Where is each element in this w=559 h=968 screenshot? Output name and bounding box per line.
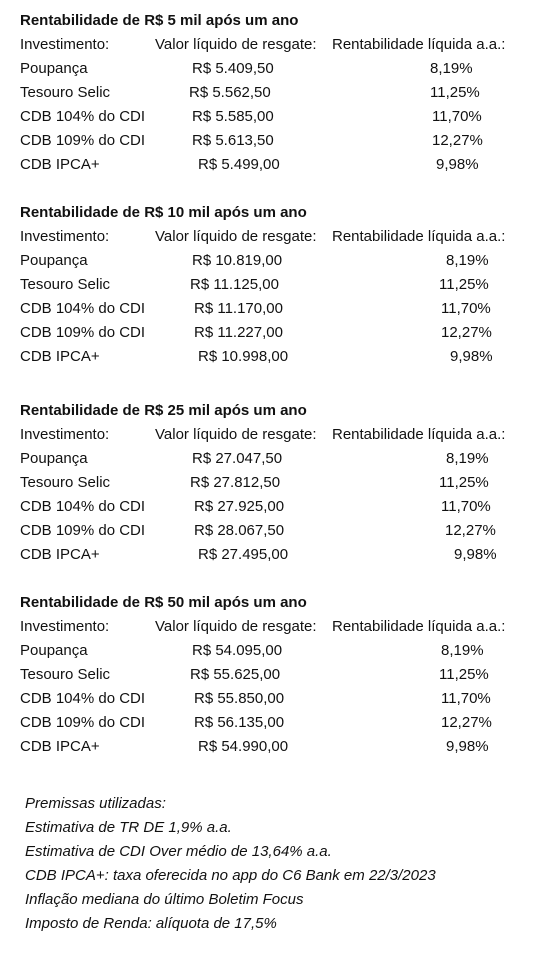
note-line: CDB IPCA+: taxa oferecida no app do C6 Bank em 22/3/2023 — [25, 867, 436, 884]
investment-name: Tesouro Selic — [20, 474, 111, 491]
investment-value: R$ 27.812,50 — [190, 474, 281, 491]
table-row — [20, 687, 540, 711]
investment-name: CDB IPCA+ — [20, 546, 100, 563]
investment-value: R$ 5.585,00 — [192, 108, 274, 125]
header-rentabilidade: Rentabilidade líquida a.a.: — [332, 228, 506, 245]
investment-value: R$ 27.925,00 — [194, 498, 285, 515]
section-title: Rentabilidade de R$ 5 mil após um ano — [20, 12, 299, 29]
table-header — [20, 423, 540, 447]
table-row — [20, 321, 540, 345]
investment-name: CDB 104% do CDI — [20, 498, 146, 515]
investment-rate: 11,25% — [439, 666, 489, 683]
note-line: Estimativa de TR DE 1,9% a.a. — [25, 819, 232, 836]
investment-value: R$ 55.850,00 — [194, 690, 285, 707]
table-row — [20, 81, 540, 105]
investment-name: CDB 104% do CDI — [20, 690, 146, 707]
header-valor: Valor líquido de resgate: — [155, 426, 317, 443]
investment-rate: 12,27% — [441, 714, 492, 731]
header-rentabilidade: Rentabilidade líquida a.a.: — [332, 426, 506, 443]
investment-name: CDB 109% do CDI — [20, 132, 146, 149]
table-row — [20, 249, 540, 273]
investment-rate: 11,70% — [441, 300, 491, 317]
investment-value: R$ 11.227,00 — [194, 324, 283, 341]
investment-name: CDB 104% do CDI — [20, 108, 146, 125]
table-header — [20, 33, 540, 57]
investment-name: Poupança — [20, 642, 88, 659]
table-row — [20, 105, 540, 129]
investment-name: Poupança — [20, 60, 88, 77]
premises-notes — [25, 792, 545, 936]
table-row — [20, 273, 540, 297]
investment-rate: 8,19% — [441, 642, 484, 659]
investment-value: R$ 10.819,00 — [192, 252, 283, 269]
section-5-mil — [20, 9, 540, 177]
header-valor: Valor líquido de resgate: — [155, 618, 317, 635]
investment-value: R$ 56.135,00 — [194, 714, 285, 731]
note-line: Inflação mediana do último Boletim Focus — [25, 891, 304, 908]
header-investimento: Investimento: — [20, 426, 110, 443]
investment-value: R$ 5.409,50 — [192, 60, 274, 77]
table-row — [20, 57, 540, 81]
header-valor: Valor líquido de resgate: — [155, 36, 317, 53]
investment-rate: 9,98% — [436, 156, 479, 173]
investment-name: CDB 109% do CDI — [20, 522, 146, 539]
table-row — [20, 639, 540, 663]
header-rentabilidade: Rentabilidade líquida a.a.: — [332, 36, 506, 53]
investment-rate: 11,70% — [441, 690, 491, 707]
section-10-mil — [20, 201, 540, 369]
table-row — [20, 297, 540, 321]
investment-value: R$ 5.562,50 — [189, 84, 271, 101]
investment-rate: 11,25% — [439, 276, 489, 293]
investment-value: R$ 54.095,00 — [192, 642, 283, 659]
investment-rate: 11,70% — [441, 498, 491, 515]
note-line: Imposto de Renda: alíquota de 17,5% — [25, 915, 277, 932]
investment-rate: 9,98% — [446, 738, 489, 755]
investment-rate: 9,98% — [454, 546, 497, 563]
investment-value: R$ 27.495,00 — [198, 546, 289, 563]
investment-rate: 8,19% — [430, 60, 473, 77]
section-title: Rentabilidade de R$ 50 mil após um ano — [20, 594, 307, 611]
investment-name: Tesouro Selic — [20, 666, 111, 683]
investment-value: R$ 55.625,00 — [190, 666, 281, 683]
investment-rate: 11,70% — [432, 108, 482, 125]
investment-name: CDB 104% do CDI — [20, 300, 146, 317]
investment-rate: 11,25% — [439, 474, 489, 491]
table-row — [20, 519, 540, 543]
table-row — [20, 711, 540, 735]
investment-value: R$ 11.125,00 — [190, 276, 279, 293]
header-investimento: Investimento: — [20, 228, 110, 245]
investment-rate: 12,27% — [432, 132, 483, 149]
investment-name: CDB 109% do CDI — [20, 324, 146, 341]
table-row — [20, 345, 540, 369]
investment-value: R$ 28.067,50 — [194, 522, 285, 539]
investment-rate: 12,27% — [441, 324, 492, 341]
investment-rate: 8,19% — [446, 252, 489, 269]
investment-value: R$ 54.990,00 — [198, 738, 289, 755]
table-row — [20, 663, 540, 687]
investment-name: CDB IPCA+ — [20, 348, 100, 365]
table-row — [20, 735, 540, 759]
section-50-mil — [20, 591, 540, 759]
table-row — [20, 495, 540, 519]
investment-value: R$ 11.170,00 — [194, 300, 283, 317]
investment-value: R$ 27.047,50 — [192, 450, 283, 467]
section-title: Rentabilidade de R$ 25 mil após um ano — [20, 402, 307, 419]
investment-value: R$ 10.998,00 — [198, 348, 289, 365]
table-row — [20, 129, 540, 153]
header-valor: Valor líquido de resgate: — [155, 228, 317, 245]
investment-name: Tesouro Selic — [20, 276, 111, 293]
investment-rate: 8,19% — [446, 450, 489, 467]
table-header — [20, 615, 540, 639]
header-investimento: Investimento: — [20, 618, 110, 635]
investment-rate: 11,25% — [430, 84, 480, 101]
investment-value: R$ 5.613,50 — [192, 132, 274, 149]
investment-value: R$ 5.499,00 — [198, 156, 280, 173]
table-row — [20, 471, 540, 495]
note-line: Premissas utilizadas: — [25, 795, 166, 812]
table-row — [20, 447, 540, 471]
section-title: Rentabilidade de R$ 10 mil após um ano — [20, 204, 307, 221]
table-row — [20, 543, 540, 567]
section-25-mil — [20, 399, 540, 567]
header-investimento: Investimento: — [20, 36, 110, 53]
table-header — [20, 225, 540, 249]
table-row — [20, 153, 540, 177]
investment-name: CDB 109% do CDI — [20, 714, 146, 731]
investment-rate: 12,27% — [445, 522, 496, 539]
investment-name: Poupança — [20, 450, 88, 467]
note-line: Estimativa de CDI Over médio de 13,64% a.a. — [25, 843, 332, 860]
investment-name: Tesouro Selic — [20, 84, 111, 101]
investment-rate: 9,98% — [450, 348, 493, 365]
investment-name: CDB IPCA+ — [20, 738, 100, 755]
investment-name: Poupança — [20, 252, 88, 269]
header-rentabilidade: Rentabilidade líquida a.a.: — [332, 618, 506, 635]
investment-name: CDB IPCA+ — [20, 156, 100, 173]
